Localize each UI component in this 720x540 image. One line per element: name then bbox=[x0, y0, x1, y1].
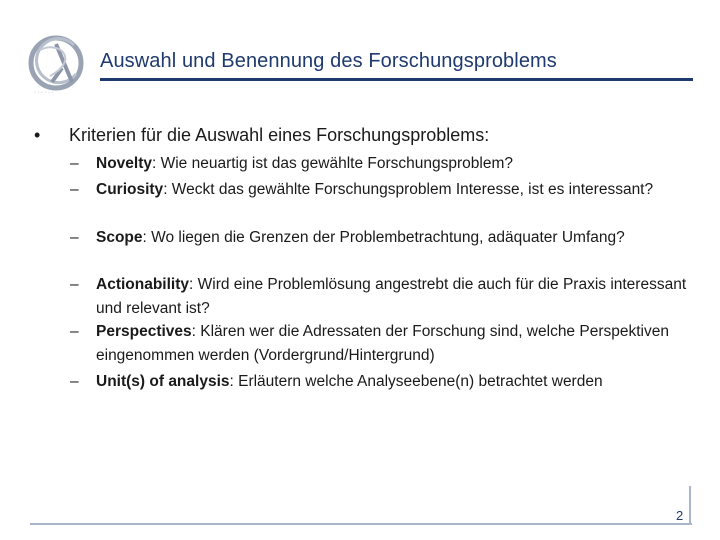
bullet-marker: • bbox=[34, 125, 41, 145]
item-text: : Wo liegen die Grenzen der Problembetrachtung, adäquater Umfang? bbox=[142, 229, 625, 246]
dash-marker: – bbox=[70, 373, 79, 390]
item-text: : Weckt das gewählte Forschungsproblem Interesse, ist es interessant? bbox=[163, 181, 654, 198]
footer-corner-line bbox=[689, 486, 691, 525]
page-number: 2 bbox=[676, 508, 684, 523]
svg-text:· · · · · ·: · · · · · · bbox=[34, 90, 54, 96]
dash-marker: – bbox=[70, 323, 79, 340]
item-term: Unit(s) of analysis bbox=[96, 373, 230, 390]
item-term: Scope bbox=[96, 229, 143, 246]
dash-marker: – bbox=[70, 229, 79, 246]
dash-marker: – bbox=[70, 181, 79, 198]
dash-marker: – bbox=[70, 276, 79, 293]
main-bullet bbox=[34, 125, 489, 146]
item-text: : Erläutern welche Analyseebene(n) betrachtet werden bbox=[229, 373, 603, 390]
item-term: Perspectives bbox=[96, 323, 192, 340]
item-text: : Wie neuartig ist das gewählte Forschungsproblem? bbox=[152, 155, 513, 172]
item-term: Curiosity bbox=[96, 181, 164, 198]
item-term: Actionability bbox=[96, 276, 190, 293]
dash-marker: – bbox=[70, 155, 79, 172]
item-term: Novelty bbox=[96, 155, 152, 172]
page-title: Auswahl und Benennung des Forschungsproblems bbox=[100, 50, 557, 72]
item-text: : Wird eine Problemlösung angestrebt die auch für die Praxis interessant und relevant ist? bbox=[96, 276, 687, 317]
item-text: : Klären wer die Adressaten der Forschung sind, welche Perspektiven eingenommen werden (Vordergrund/Hintergrund) bbox=[96, 323, 669, 364]
footer-divider bbox=[30, 523, 692, 525]
bullet-text: Kriterien für die Auswahl eines Forschungsproblems: bbox=[69, 125, 490, 145]
